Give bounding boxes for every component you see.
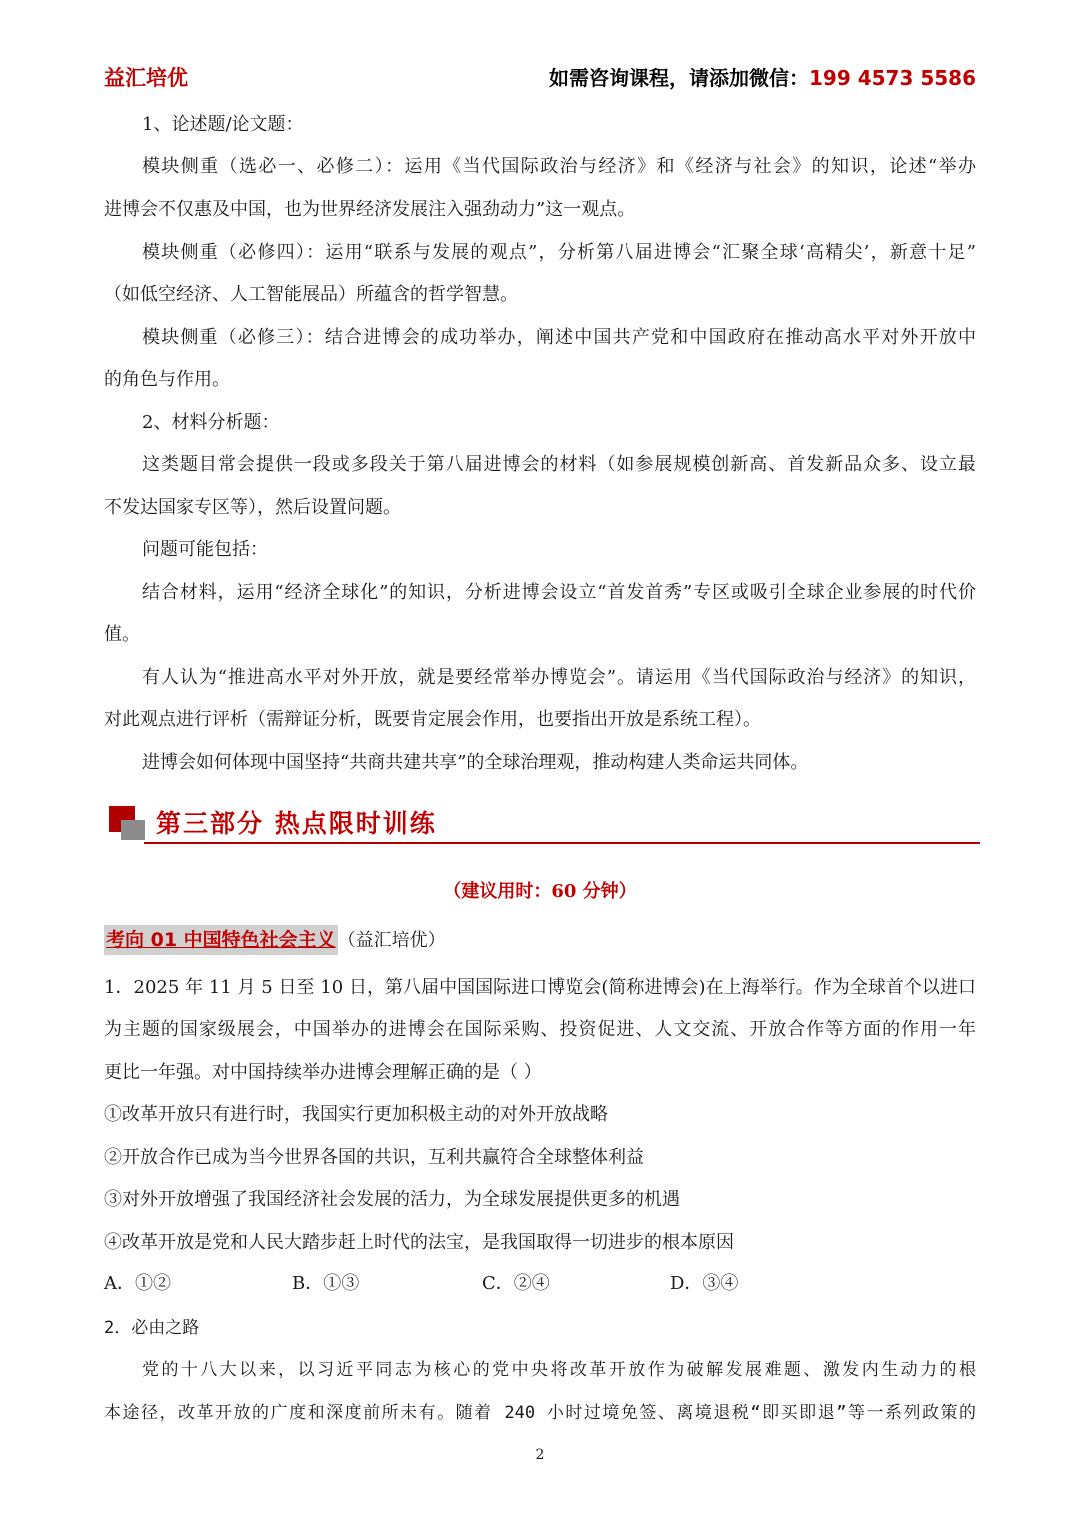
module-1-line-2: 进博会不仅惠及中国，也为世界经济发展注入强劲动力”这一观点。 [104,199,636,220]
question-2-title: 2．必由之路 [104,1318,200,1338]
material-desc-line-2: 不发达国家专区等），然后设置问题。 [104,497,401,518]
suggested-time: （建议用时：60 分钟） [443,881,637,902]
question-2-passage-line-1: 党的十八大以来，以习近平同志为核心的党中央将改革开放作为破解发展难题、激发内生动力的根 [142,1360,976,1380]
possible-question-3: 进博会如何体现中国坚持“共商共建共享”的全球治理观，推动构建人类命运共同体。 [142,752,809,773]
statement-1: ①改革开放只有进行时，我国实行更加积极主动的对外开放战略 [104,1104,608,1125]
material-desc-line-1: 这类题目常会提供一段或多段关于第八届进博会的材料（如参展规模创新高、首发新品众多、设立最 [142,454,976,475]
question-type-essay: 1、论述题/论文题： [142,114,304,135]
statement-3: ③对外开放增强了我国经济社会发展的活力，为全球发展提供更多的机遇 [104,1189,680,1210]
contact-info [549,62,976,91]
question-1-stem-line-2: 为主题的国家级展会，中国举办的进博会在国际采购、投资促进、人文交流、开放合作等方面的作用一年 [104,1019,976,1040]
page-number: 2 [535,1447,545,1463]
option-b: B．①③ [292,1273,360,1294]
module-2-line-2: （如低空经济、人工智能展品）所蕴含的哲学智慧。 [104,284,518,305]
option-a: A．①② [104,1273,171,1294]
statement-4: ④改革开放是党和人民大踏步赶上时代的法宝，是我国取得一切进步的根本原因 [104,1232,734,1253]
possible-question-1-line-1: 结合材料，运用“经济全球化”的知识，分析进博会设立“首发首秀”专区或吸引全球企业参展的时代价 [142,582,976,603]
statement-2: ②开放合作已成为当今世界各国的共识，互利共赢符合全球整体利益 [104,1147,644,1168]
possible-questions-label: 问题可能包括： [142,539,268,560]
module-1-line-1: 模块侧重（选必一、必修二）：运用《当代国际政治与经济》和《经济与社会》的知识，论述“举办 [142,156,976,177]
option-c: C．②④ [482,1273,550,1294]
topic-source: （益汇培优） [337,930,446,951]
module-3-line-1: 模块侧重（必修三）：结合进博会的成功举办，阐述中国共产党和中国政府在推动高水平对外开放中 [142,327,976,348]
module-2-line-1: 模块侧重（必修四）：运用“联系与发展的观点”，分析第八届进博会“汇聚全球‘高精尖’，新意十足” [142,242,976,263]
brand-name: 益汇培优 [104,66,188,90]
section-3-title: 第三部分 热点限时训练 [156,809,437,838]
section-square-gray-icon [121,820,145,840]
question-1-stem-line-1: 1．2025 年 11 月 5 日至 10 日，第八届中国国际进口博览会(简称进博会)在上海举行。作为全球首个以进口 [104,977,976,998]
possible-question-2-line-2: 对此观点进行评析（需辩证分析，既要肯定展会作用，也要指出开放是系统工程）。 [104,709,761,730]
topic-label: 考向 01 中国特色社会主义 [104,925,338,955]
possible-question-2-line-1: 有人认为“推进高水平对外开放，就是要经常举办博览会”。请运用《当代国际政治与经济》的知识， [142,667,976,688]
section-3-header [104,800,980,846]
section-divider [144,842,980,844]
wechat-phone: 199 4573 5586 [808,66,976,90]
possible-question-1-line-2: 值。 [104,624,140,645]
question-1-stem-line-3: 更比一年强。对中国持续举办进博会理解正确的是（ ） [104,1062,542,1083]
topic-heading [104,925,446,955]
contact-prefix: 如需咨询课程，请添加微信： [548,66,809,90]
question-2-passage-line-2: 本途径，改革开放的广度和深度前所未有。随着 240 小时过境免签、离境退税“即买即退”等一系列政策的 [104,1403,976,1423]
option-d: D．③④ [670,1273,739,1294]
question-type-material: 2、材料分析题： [142,412,280,433]
module-3-line-2: 的角色与作用。 [104,369,230,390]
